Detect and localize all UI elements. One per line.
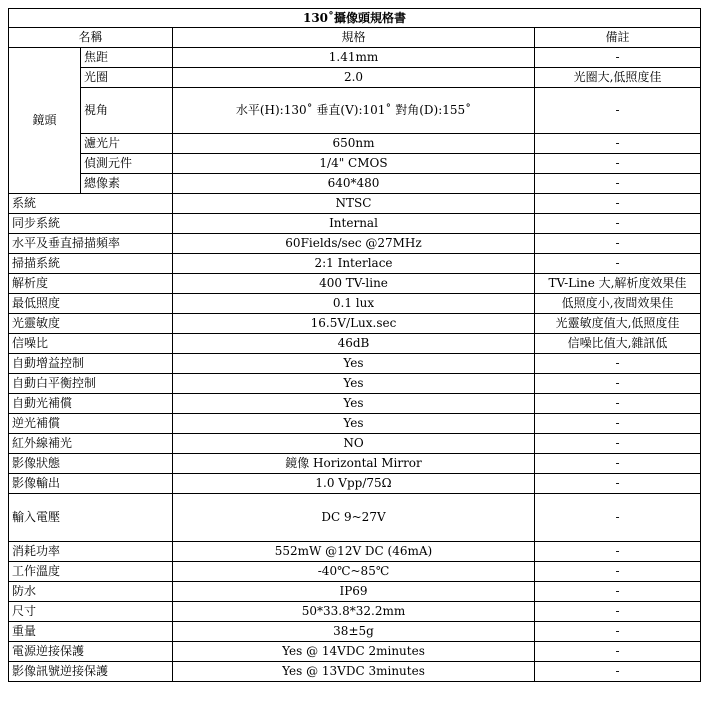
spec-table	[8, 8, 701, 682]
row-spec: NTSC	[173, 194, 535, 214]
table-row	[9, 394, 701, 414]
row-name: 影像狀態	[9, 454, 173, 474]
table-row	[9, 274, 701, 294]
row-name: 消耗功率	[9, 542, 173, 562]
table-row	[9, 474, 701, 494]
row-name: 自動光補償	[9, 394, 173, 414]
row-note: -	[535, 394, 701, 414]
table-row	[9, 68, 701, 88]
table-row	[9, 454, 701, 474]
row-note: -	[535, 48, 701, 68]
row-spec: Yes	[173, 394, 535, 414]
row-name: 焦距	[81, 48, 173, 68]
header-spec: 規格	[173, 28, 535, 48]
row-spec: 鏡像 Horizontal Mirror	[173, 454, 535, 474]
row-note: -	[535, 642, 701, 662]
row-spec: Yes @ 14VDC 2minutes	[173, 642, 535, 662]
row-note: -	[535, 414, 701, 434]
row-note: -	[535, 662, 701, 682]
row-name: 逆光補償	[9, 414, 173, 434]
row-spec: Yes	[173, 414, 535, 434]
table-row	[9, 354, 701, 374]
row-spec: Internal	[173, 214, 535, 234]
row-name: 影像輸出	[9, 474, 173, 494]
row-note: -	[535, 254, 701, 274]
row-note: -	[535, 194, 701, 214]
row-name: 信噪比	[9, 334, 173, 354]
table-row	[9, 88, 701, 134]
row-spec: 400 TV-line	[173, 274, 535, 294]
row-name: 工作溫度	[9, 562, 173, 582]
table-row	[9, 414, 701, 434]
row-spec: 552mW @12V DC (46mA)	[173, 542, 535, 562]
row-spec: NO	[173, 434, 535, 454]
row-name: 電源逆接保護	[9, 642, 173, 662]
row-spec: 1.41mm	[173, 48, 535, 68]
table-row	[9, 134, 701, 154]
row-name: 輸入電壓	[9, 494, 173, 542]
row-name: 總像素	[81, 174, 173, 194]
row-spec: 1.0 Vpp/75Ω	[173, 474, 535, 494]
row-spec: 16.5V/Lux.sec	[173, 314, 535, 334]
row-note: -	[535, 494, 701, 542]
row-name: 影像訊號逆接保護	[9, 662, 173, 682]
row-spec: 640*480	[173, 174, 535, 194]
row-note: -	[535, 542, 701, 562]
table-row	[9, 542, 701, 562]
row-note: 光靈敏度值大,低照度佳	[535, 314, 701, 334]
row-name: 自動增益控制	[9, 354, 173, 374]
row-name: 重量	[9, 622, 173, 642]
row-name: 系統	[9, 194, 173, 214]
table-title: 130˚攝像頭規格書	[9, 9, 701, 28]
row-note: -	[535, 214, 701, 234]
row-name: 防水	[9, 582, 173, 602]
row-name: 偵測元件	[81, 154, 173, 174]
row-name: 水平及垂直掃描頻率	[9, 234, 173, 254]
header-note: 備註	[535, 28, 701, 48]
header-row	[9, 28, 701, 48]
table-row	[9, 174, 701, 194]
row-note: -	[535, 454, 701, 474]
row-spec: DC 9~27V	[173, 494, 535, 542]
table-row	[9, 194, 701, 214]
lens-group-label: 鏡頭	[9, 48, 81, 194]
table-row	[9, 562, 701, 582]
header-name: 名稱	[9, 28, 173, 48]
row-note: -	[535, 434, 701, 454]
row-spec: Yes	[173, 354, 535, 374]
row-spec: 650nm	[173, 134, 535, 154]
row-spec: 38±5g	[173, 622, 535, 642]
row-note: -	[535, 582, 701, 602]
row-note: -	[535, 88, 701, 134]
table-row	[9, 48, 701, 68]
row-name: 光靈敏度	[9, 314, 173, 334]
row-name: 掃描系統	[9, 254, 173, 274]
row-note: -	[535, 602, 701, 622]
row-spec: 46dB	[173, 334, 535, 354]
table-row	[9, 622, 701, 642]
row-spec: 2:1 Interlace	[173, 254, 535, 274]
row-spec: Yes	[173, 374, 535, 394]
row-note: -	[535, 134, 701, 154]
table-row	[9, 294, 701, 314]
row-name: 最低照度	[9, 294, 173, 314]
row-spec: 1/4" CMOS	[173, 154, 535, 174]
row-note: 信噪比值大,雜訊低	[535, 334, 701, 354]
table-row	[9, 642, 701, 662]
table-row	[9, 254, 701, 274]
row-name: 尺寸	[9, 602, 173, 622]
row-note: -	[535, 622, 701, 642]
table-row	[9, 582, 701, 602]
table-row	[9, 494, 701, 542]
title-row	[9, 9, 701, 28]
table-row	[9, 214, 701, 234]
table-row	[9, 374, 701, 394]
row-note: -	[535, 562, 701, 582]
row-spec: 50*33.8*32.2mm	[173, 602, 535, 622]
row-name: 視角	[81, 88, 173, 134]
row-spec: IP69	[173, 582, 535, 602]
table-row	[9, 602, 701, 622]
table-row	[9, 314, 701, 334]
row-note: -	[535, 154, 701, 174]
table-row	[9, 154, 701, 174]
row-note: -	[535, 234, 701, 254]
row-note: -	[535, 174, 701, 194]
row-name: 光圈	[81, 68, 173, 88]
row-note: 光圈大,低照度佳	[535, 68, 701, 88]
table-row	[9, 234, 701, 254]
row-name: 自動白平衡控制	[9, 374, 173, 394]
row-note: -	[535, 374, 701, 394]
row-name: 紅外線補光	[9, 434, 173, 454]
table-row	[9, 662, 701, 682]
row-spec: 60Fields/sec @27MHz	[173, 234, 535, 254]
row-name: 解析度	[9, 274, 173, 294]
row-name: 同步系統	[9, 214, 173, 234]
row-note: 低照度小,夜間效果佳	[535, 294, 701, 314]
table-row	[9, 434, 701, 454]
row-name: 濾光片	[81, 134, 173, 154]
row-note: -	[535, 354, 701, 374]
row-spec: 0.1 lux	[173, 294, 535, 314]
row-note: -	[535, 474, 701, 494]
row-spec: 水平(H):130˚ 垂直(V):101˚ 對角(D):155˚	[173, 88, 535, 134]
table-row	[9, 334, 701, 354]
row-spec: Yes @ 13VDC 3minutes	[173, 662, 535, 682]
row-spec: -40℃~85℃	[173, 562, 535, 582]
row-spec: 2.0	[173, 68, 535, 88]
row-note: TV-Line 大,解析度效果佳	[535, 274, 701, 294]
